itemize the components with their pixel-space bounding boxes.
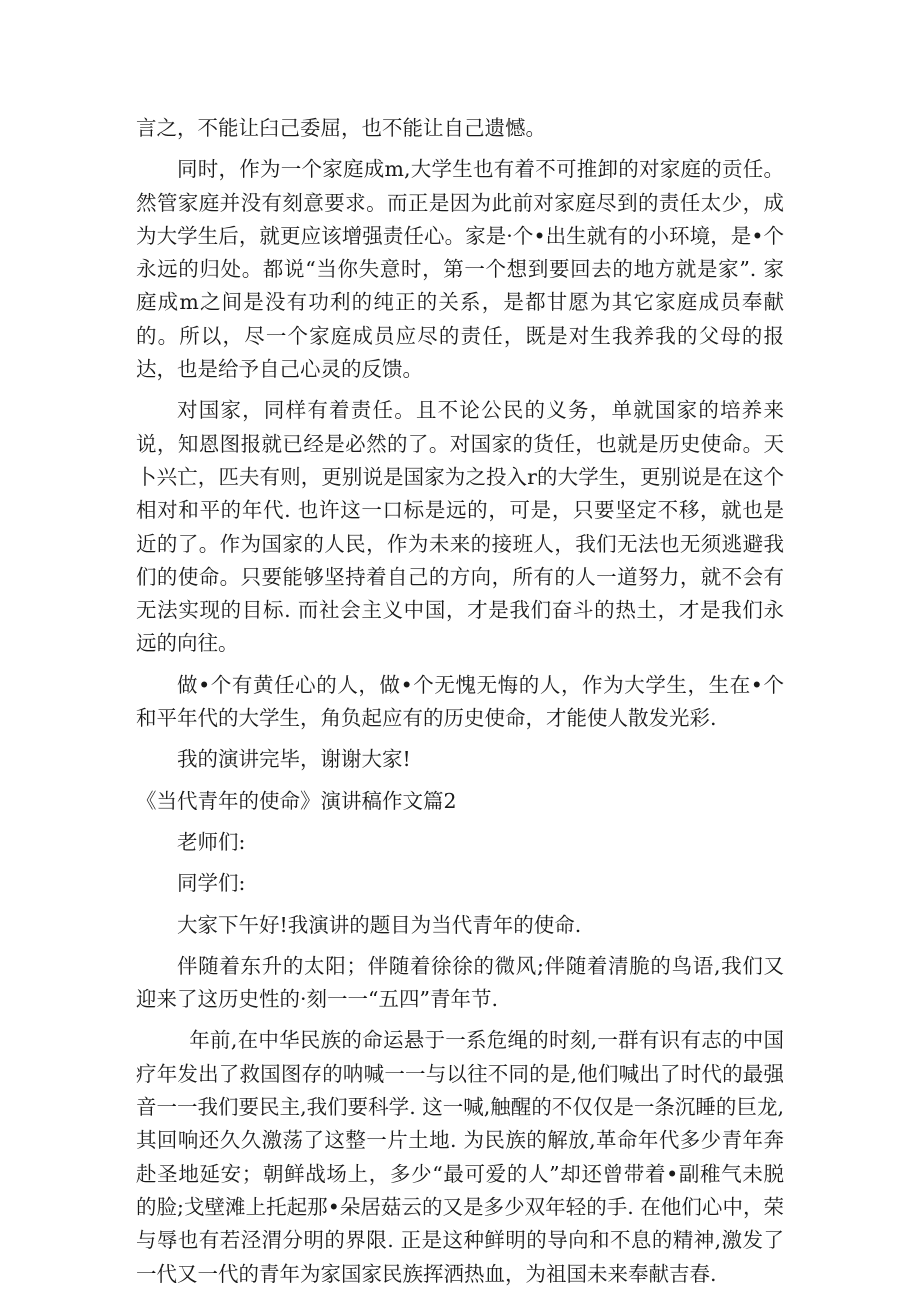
paragraph-4: 做•个有黄任心的人，做•个无愧无悔的人，作为大学生，生在•个和平年代的大学生，角负起应有的历史使命，才能使人散发光彩. <box>136 672 784 731</box>
section-title: 《当代青年的使命》演讲稿作文篇2 <box>136 788 457 813</box>
paragraph-3: 对国家，同样有着责任。且不论公民的义务，单就国家的培养来说，知恩图报就已经是必然的了。对国家的货任，也就是历史使命。天卜兴亡，匹夫有则，更别说是国家为之投入r的大学生，更别说是在这个相对和平的年代. 也许这一口标是远的，可是，只要坚定不移，就也是近的了。作为国家的人民，作为未来的接班人，我们无法也无须逃避我们的使命。只要能够坚持着自己的方向，所有的人一道努力，就不会有无法实现的目标. 而社会主义中国，才是我们奋斗的热土，才是我们永远的向往。 <box>136 398 784 656</box>
paragraph-intro: 大家下午好!我演讲的题目为当代青年的使命. <box>177 912 582 937</box>
greeting-teachers: 老师们: <box>177 829 246 854</box>
greeting-students: 同学们: <box>177 871 246 896</box>
paragraph-history: 年前,在中华民族的命运悬于一系危绳的时刻,一群有识有志的中国疗年发出了救国图存的呐喊一一与以往不同的是,他们喊出了时代的最强音一一我们要民主,我们要科学. 这一喊,触醒的不仅仅是一条沉睡的巨龙,其回响还久久激荡了这整一片土地. 为民族的解放,革命年代多少青年奔赴圣地延安；朝鲜战场上，多少“最可爱的人”却还曾带着•副稚气未脱的脸;戈壁滩上托起那•朵居菇云的又是多少双年轻的手. 在他们心中，荣与辱也有若泾渭分明的界限. 正是这种鲜明的导向和不息的精神,激发了一代又一代的青年为家国家民族挥洒热血，为祖国未来奉献吉春. <box>136 1028 784 1286</box>
document-body <box>136 112 784 1291</box>
paragraph-2: 同时，作为一个家庭成m,大学生也有着不可推卸的对家庭的贡任。然管家庭并没有刻意要求。而正是因为此前对家庭尽到的责任太少，成为大学生后，就更应该增强责任心。家是·个•出生就有的小环境，是•个永远的归处。都说“当你失意时，第一个想到要回去的地方就是家”. 家庭成m之间是没有功利的纯正的关系，是都甘愿为其它家庭成员奉献的。所以，尽一个家庭成员应尽的责任，既是对生我养我的父母的报达，也是给予自己心灵的反馈。 <box>136 157 784 382</box>
paragraph-5: 我的演讲完毕，谢谢大家! <box>177 747 411 772</box>
paragraph-may-fourth: 伴随着东升的太阳；伴随着徐徐的微风;伴随着清脆的鸟语,我们又迎来了这历史性的·刻一一“五四”青年节. <box>136 953 784 1012</box>
paragraph-1: 言之，不能让臼己委屈，也不能让自己遗憾。 <box>136 116 546 140</box>
